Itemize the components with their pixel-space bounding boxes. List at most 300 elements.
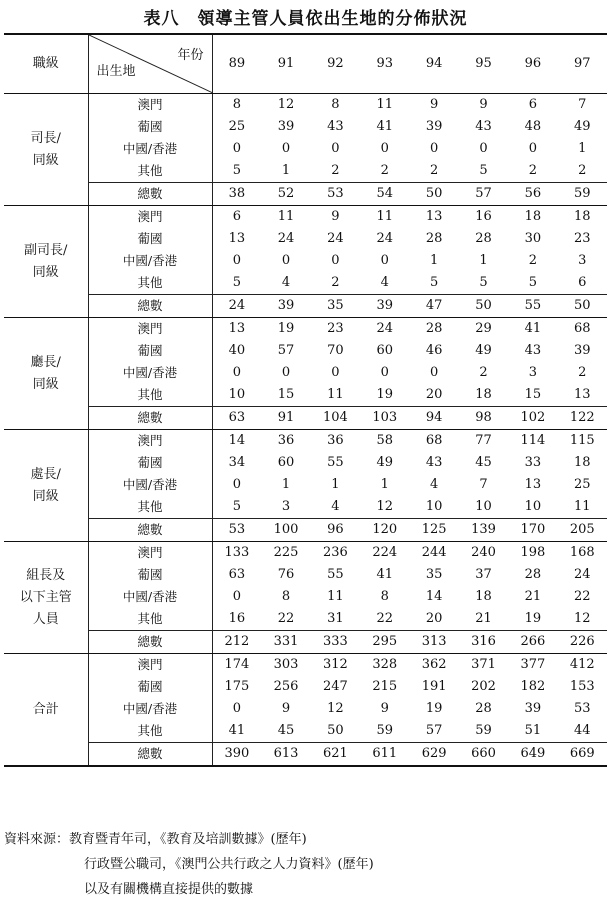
value-cell: 12 bbox=[277, 97, 295, 112]
value-cell: 98 bbox=[459, 407, 508, 430]
total-row bbox=[4, 519, 607, 542]
value-cell: 50 bbox=[558, 295, 607, 318]
value-cell: 22 bbox=[574, 589, 591, 604]
birthplace-cell: 葡國 bbox=[88, 228, 212, 250]
value-cell: 45 bbox=[475, 455, 492, 470]
value-cell: 5 bbox=[232, 275, 242, 290]
value-cell: 68 bbox=[574, 321, 591, 336]
birthplace-cell: 澳門 bbox=[88, 654, 212, 677]
value-cell: 47 bbox=[410, 295, 459, 318]
value-cell: 0 bbox=[331, 141, 340, 156]
value-cell: 2 bbox=[430, 163, 439, 178]
value-cell: 59 bbox=[558, 183, 607, 206]
value-cell: 53 bbox=[212, 519, 261, 542]
value-cell: 0 bbox=[281, 141, 291, 156]
value-cell: 12 bbox=[574, 611, 591, 626]
value-cell: 266 bbox=[508, 631, 557, 654]
value-cell: 13 bbox=[425, 209, 443, 224]
value-cell: 0 bbox=[232, 589, 242, 604]
value-cell: 28 bbox=[524, 567, 542, 582]
value-cell: 6 bbox=[528, 97, 538, 112]
value-cell: 18 bbox=[574, 209, 591, 224]
value-cell: 225 bbox=[273, 545, 299, 560]
value-cell: 49 bbox=[574, 119, 591, 134]
value-cell: 57 bbox=[277, 343, 295, 358]
value-cell: 28 bbox=[475, 701, 492, 716]
table-row bbox=[4, 608, 607, 631]
value-cell: 53 bbox=[311, 183, 360, 206]
distribution-table bbox=[4, 33, 607, 767]
value-cell: 224 bbox=[372, 545, 398, 560]
value-cell: 57 bbox=[459, 183, 508, 206]
value-cell: 202 bbox=[471, 679, 496, 694]
value-cell: 174 bbox=[224, 657, 250, 672]
value-cell: 25 bbox=[228, 119, 246, 134]
birthplace-cell: 澳門 bbox=[88, 318, 212, 341]
value-cell: 621 bbox=[311, 743, 360, 767]
value-cell: 19 bbox=[277, 321, 295, 336]
value-cell: 35 bbox=[311, 295, 360, 318]
year-header: 97 bbox=[558, 34, 607, 94]
birthplace-cell: 中國/香港 bbox=[88, 250, 212, 272]
value-cell: 10 bbox=[475, 499, 492, 514]
value-cell: 57 bbox=[425, 723, 443, 738]
value-cell: 18 bbox=[524, 209, 542, 224]
value-cell: 660 bbox=[459, 743, 508, 767]
value-cell: 4 bbox=[331, 499, 340, 514]
value-cell: 28 bbox=[475, 231, 492, 246]
value-cell: 30 bbox=[524, 231, 542, 246]
value-cell: 40 bbox=[228, 343, 246, 358]
table-row bbox=[4, 206, 607, 229]
value-cell: 104 bbox=[311, 407, 360, 430]
value-cell: 35 bbox=[425, 567, 443, 582]
rank-cell: 副司長/ 同級 bbox=[4, 206, 88, 318]
value-cell: 103 bbox=[360, 407, 409, 430]
value-cell: 38 bbox=[212, 183, 261, 206]
value-cell: 0 bbox=[380, 365, 389, 380]
year-label: 年份 bbox=[177, 48, 204, 63]
value-cell: 68 bbox=[425, 433, 443, 448]
value-cell: 6 bbox=[578, 275, 587, 290]
value-cell: 0 bbox=[232, 141, 242, 156]
birthplace-cell: 總數 bbox=[88, 295, 212, 318]
source-line-1: 資料來源：教育暨青年司，《教育及培訓數據》(歷年) bbox=[4, 832, 307, 847]
value-cell: 55 bbox=[327, 455, 344, 470]
value-cell: 55 bbox=[327, 567, 344, 582]
value-cell: 198 bbox=[520, 545, 546, 560]
table-row bbox=[4, 116, 607, 138]
value-cell: 215 bbox=[372, 679, 398, 694]
value-cell: 247 bbox=[323, 679, 348, 694]
value-cell: 8 bbox=[331, 97, 340, 112]
value-cell: 153 bbox=[569, 679, 595, 694]
value-cell: 5 bbox=[528, 275, 538, 290]
table-row bbox=[4, 542, 607, 565]
table-row bbox=[4, 94, 607, 117]
table-row bbox=[4, 676, 607, 698]
value-cell: 4 bbox=[380, 275, 389, 290]
value-cell: 12 bbox=[376, 499, 394, 514]
value-cell: 41 bbox=[524, 321, 542, 336]
value-cell: 0 bbox=[281, 365, 291, 380]
table-row bbox=[4, 430, 607, 453]
value-cell: 5 bbox=[479, 163, 488, 178]
value-cell: 10 bbox=[228, 387, 246, 402]
value-cell: 125 bbox=[410, 519, 459, 542]
value-cell: 2 bbox=[380, 163, 389, 178]
value-cell: 377 bbox=[520, 657, 546, 672]
value-cell: 6 bbox=[232, 209, 242, 224]
value-cell: 39 bbox=[261, 295, 310, 318]
value-cell: 48 bbox=[524, 119, 542, 134]
value-cell: 0 bbox=[232, 477, 242, 492]
value-cell: 51 bbox=[524, 723, 542, 738]
birthplace-cell: 中國/香港 bbox=[88, 474, 212, 496]
total-row bbox=[4, 407, 607, 430]
value-cell: 0 bbox=[232, 701, 242, 716]
birthplace-cell: 澳門 bbox=[88, 542, 212, 565]
value-cell: 50 bbox=[410, 183, 459, 206]
value-cell: 36 bbox=[327, 433, 344, 448]
value-cell: 55 bbox=[508, 295, 557, 318]
value-cell: 11 bbox=[327, 589, 344, 604]
value-cell: 10 bbox=[524, 499, 542, 514]
birthplace-cell: 其他 bbox=[88, 160, 212, 183]
table-row bbox=[4, 228, 607, 250]
value-cell: 43 bbox=[475, 119, 492, 134]
birthplace-cell: 澳門 bbox=[88, 430, 212, 453]
value-cell: 2 bbox=[479, 365, 488, 380]
value-cell: 139 bbox=[459, 519, 508, 542]
value-cell: 362 bbox=[421, 657, 447, 672]
birthplace-cell: 其他 bbox=[88, 496, 212, 519]
birthplace-cell: 葡國 bbox=[88, 564, 212, 586]
value-cell: 1 bbox=[281, 477, 291, 492]
value-cell: 23 bbox=[574, 231, 591, 246]
value-cell: 649 bbox=[508, 743, 557, 767]
birthplace-cell: 中國/香港 bbox=[88, 698, 212, 720]
table-row bbox=[4, 654, 607, 677]
value-cell: 12 bbox=[327, 701, 344, 716]
value-cell: 59 bbox=[376, 723, 394, 738]
birthplace-cell: 中國/香港 bbox=[88, 362, 212, 384]
value-cell: 13 bbox=[524, 477, 542, 492]
value-cell: 1 bbox=[281, 163, 291, 178]
table-row bbox=[4, 564, 607, 586]
value-cell: 63 bbox=[212, 407, 261, 430]
value-cell: 11 bbox=[376, 97, 394, 112]
table-row bbox=[4, 160, 607, 183]
total-row bbox=[4, 183, 607, 206]
value-cell: 5 bbox=[232, 499, 242, 514]
value-cell: 59 bbox=[475, 723, 492, 738]
value-cell: 412 bbox=[569, 657, 595, 672]
value-cell: 0 bbox=[331, 253, 340, 268]
birthplace-cell: 葡國 bbox=[88, 340, 212, 362]
year-header: 96 bbox=[508, 34, 557, 94]
value-cell: 53 bbox=[574, 701, 591, 716]
value-cell: 0 bbox=[331, 365, 340, 380]
value-cell: 0 bbox=[281, 253, 291, 268]
value-cell: 669 bbox=[558, 743, 607, 767]
value-cell: 120 bbox=[360, 519, 409, 542]
value-cell: 41 bbox=[376, 567, 394, 582]
birthplace-cell: 其他 bbox=[88, 720, 212, 743]
value-cell: 133 bbox=[224, 545, 250, 560]
year-header: 95 bbox=[459, 34, 508, 94]
table-row bbox=[4, 384, 607, 407]
value-cell: 295 bbox=[360, 631, 409, 654]
value-cell: 46 bbox=[425, 343, 443, 358]
value-cell: 29 bbox=[475, 321, 492, 336]
rank-cell: 司長/ 同級 bbox=[4, 94, 88, 206]
table-row bbox=[4, 496, 607, 519]
value-cell: 13 bbox=[228, 321, 246, 336]
value-cell: 19 bbox=[524, 611, 542, 626]
birthplace-cell: 總數 bbox=[88, 519, 212, 542]
value-cell: 8 bbox=[232, 97, 242, 112]
birthplace-cell: 其他 bbox=[88, 608, 212, 631]
value-cell: 4 bbox=[281, 275, 291, 290]
value-cell: 21 bbox=[475, 611, 492, 626]
value-cell: 31 bbox=[327, 611, 344, 626]
value-cell: 24 bbox=[212, 295, 261, 318]
value-cell: 14 bbox=[425, 589, 443, 604]
birthplace-cell: 中國/香港 bbox=[88, 586, 212, 608]
value-cell: 28 bbox=[425, 231, 443, 246]
value-cell: 36 bbox=[277, 433, 295, 448]
value-cell: 3 bbox=[281, 499, 291, 514]
value-cell: 115 bbox=[569, 433, 595, 448]
rank-cell: 廳長/ 同級 bbox=[4, 318, 88, 430]
year-header: 89 bbox=[212, 34, 261, 94]
value-cell: 43 bbox=[524, 343, 542, 358]
value-cell: 2 bbox=[528, 163, 538, 178]
value-cell: 63 bbox=[228, 567, 246, 582]
source-line-3: 以及有關機構直接提供的數據 bbox=[84, 882, 254, 897]
value-cell: 9 bbox=[380, 701, 389, 716]
value-cell: 9 bbox=[430, 97, 439, 112]
value-cell: 11 bbox=[277, 209, 295, 224]
value-cell: 23 bbox=[327, 321, 344, 336]
value-cell: 168 bbox=[569, 545, 595, 560]
source-line-2: 行政暨公職司，《澳門公共行政之人力資料》(歷年) bbox=[84, 857, 374, 872]
value-cell: 20 bbox=[425, 611, 443, 626]
value-cell: 4 bbox=[430, 477, 439, 492]
header-row bbox=[4, 34, 607, 94]
value-cell: 244 bbox=[421, 545, 447, 560]
value-cell: 58 bbox=[376, 433, 394, 448]
value-cell: 5 bbox=[479, 275, 488, 290]
year-header: 94 bbox=[410, 34, 459, 94]
birthplace-cell: 總數 bbox=[88, 743, 212, 767]
value-cell: 5 bbox=[430, 275, 439, 290]
value-cell: 39 bbox=[360, 295, 409, 318]
birthplace-cell: 澳門 bbox=[88, 206, 212, 229]
value-cell: 24 bbox=[574, 567, 591, 582]
value-cell: 312 bbox=[323, 657, 348, 672]
diagonal-header-cell bbox=[88, 34, 212, 94]
value-cell: 33 bbox=[524, 455, 542, 470]
table-row bbox=[4, 586, 607, 608]
table-row bbox=[4, 138, 607, 160]
value-cell: 22 bbox=[376, 611, 394, 626]
table-row bbox=[4, 250, 607, 272]
value-cell: 39 bbox=[524, 701, 542, 716]
value-cell: 7 bbox=[479, 477, 488, 492]
value-cell: 34 bbox=[228, 455, 246, 470]
value-cell: 316 bbox=[459, 631, 508, 654]
table-row bbox=[4, 698, 607, 720]
rank-cell: 處長/ 同級 bbox=[4, 430, 88, 542]
total-row bbox=[4, 631, 607, 654]
value-cell: 2 bbox=[528, 253, 538, 268]
value-cell: 76 bbox=[277, 567, 295, 582]
value-cell: 212 bbox=[212, 631, 261, 654]
value-cell: 390 bbox=[212, 743, 261, 767]
value-cell: 15 bbox=[277, 387, 295, 402]
value-cell: 11 bbox=[574, 499, 591, 514]
value-cell: 20 bbox=[425, 387, 443, 402]
rank-cell: 組長及 以下主管 人員 bbox=[4, 542, 88, 654]
year-header: 93 bbox=[360, 34, 409, 94]
value-cell: 19 bbox=[376, 387, 394, 402]
table-row bbox=[4, 452, 607, 474]
value-cell: 25 bbox=[574, 477, 591, 492]
table-row bbox=[4, 720, 607, 743]
value-cell: 8 bbox=[380, 589, 389, 604]
value-cell: 191 bbox=[421, 679, 447, 694]
value-cell: 77 bbox=[475, 433, 492, 448]
value-cell: 331 bbox=[261, 631, 310, 654]
value-cell: 16 bbox=[475, 209, 492, 224]
value-cell: 54 bbox=[360, 183, 409, 206]
value-cell: 9 bbox=[281, 701, 291, 716]
year-header: 91 bbox=[261, 34, 310, 94]
value-cell: 11 bbox=[327, 387, 344, 402]
value-cell: 91 bbox=[261, 407, 310, 430]
value-cell: 56 bbox=[508, 183, 557, 206]
birthplace-cell: 中國/香港 bbox=[88, 138, 212, 160]
value-cell: 0 bbox=[528, 141, 538, 156]
value-cell: 49 bbox=[475, 343, 492, 358]
value-cell: 60 bbox=[277, 455, 295, 470]
value-cell: 226 bbox=[558, 631, 607, 654]
birthplace-cell: 葡國 bbox=[88, 452, 212, 474]
value-cell: 629 bbox=[410, 743, 459, 767]
value-cell: 240 bbox=[471, 545, 496, 560]
value-cell: 28 bbox=[425, 321, 443, 336]
value-cell: 18 bbox=[475, 387, 492, 402]
table-row bbox=[4, 474, 607, 496]
year-header: 92 bbox=[311, 34, 360, 94]
value-cell: 18 bbox=[574, 455, 591, 470]
value-cell: 122 bbox=[558, 407, 607, 430]
value-cell: 175 bbox=[224, 679, 250, 694]
value-cell: 1 bbox=[430, 253, 439, 268]
value-cell: 3 bbox=[528, 365, 538, 380]
value-cell: 24 bbox=[277, 231, 295, 246]
value-cell: 41 bbox=[228, 723, 246, 738]
value-cell: 14 bbox=[228, 433, 246, 448]
value-cell: 182 bbox=[520, 679, 546, 694]
value-cell: 60 bbox=[376, 343, 394, 358]
table-title: 表八 領導主管人員依出生地的分佈狀況 bbox=[143, 9, 468, 29]
value-cell: 611 bbox=[360, 743, 409, 767]
value-cell: 39 bbox=[574, 343, 591, 358]
value-cell: 94 bbox=[410, 407, 459, 430]
value-cell: 333 bbox=[311, 631, 360, 654]
value-cell: 256 bbox=[273, 679, 299, 694]
value-cell: 15 bbox=[524, 387, 542, 402]
value-cell: 13 bbox=[574, 387, 591, 402]
value-cell: 96 bbox=[311, 519, 360, 542]
value-cell: 170 bbox=[508, 519, 557, 542]
birthplace-cell: 總數 bbox=[88, 631, 212, 654]
birthplace-cell: 其他 bbox=[88, 272, 212, 295]
value-cell: 114 bbox=[520, 433, 546, 448]
value-cell: 328 bbox=[372, 657, 398, 672]
value-cell: 44 bbox=[574, 723, 591, 738]
value-cell: 371 bbox=[471, 657, 496, 672]
value-cell: 102 bbox=[508, 407, 557, 430]
value-cell: 24 bbox=[327, 231, 344, 246]
value-cell: 1 bbox=[578, 141, 587, 156]
value-cell: 0 bbox=[380, 141, 389, 156]
value-cell: 50 bbox=[459, 295, 508, 318]
value-cell: 7 bbox=[578, 97, 587, 112]
value-cell: 22 bbox=[277, 611, 295, 626]
value-cell: 1 bbox=[479, 253, 488, 268]
rank-header: 職級 bbox=[4, 34, 88, 94]
table-row bbox=[4, 272, 607, 295]
value-cell: 24 bbox=[376, 321, 394, 336]
value-cell: 45 bbox=[277, 723, 295, 738]
value-cell: 43 bbox=[425, 455, 443, 470]
value-cell: 19 bbox=[425, 701, 443, 716]
value-cell: 0 bbox=[232, 253, 242, 268]
value-cell: 9 bbox=[479, 97, 488, 112]
birthplace-cell: 澳門 bbox=[88, 94, 212, 117]
value-cell: 2 bbox=[578, 365, 587, 380]
value-cell: 3 bbox=[578, 253, 587, 268]
rank-cell: 合計 bbox=[4, 654, 88, 767]
value-cell: 9 bbox=[331, 209, 340, 224]
value-cell: 0 bbox=[430, 365, 439, 380]
value-cell: 39 bbox=[277, 119, 295, 134]
value-cell: 2 bbox=[331, 163, 340, 178]
value-cell: 43 bbox=[327, 119, 344, 134]
table-row bbox=[4, 362, 607, 384]
value-cell: 49 bbox=[376, 455, 394, 470]
birthplace-cell: 總數 bbox=[88, 407, 212, 430]
table-row bbox=[4, 340, 607, 362]
birthplace-cell: 總數 bbox=[88, 183, 212, 206]
value-cell: 0 bbox=[430, 141, 439, 156]
value-cell: 1 bbox=[331, 477, 340, 492]
value-cell: 50 bbox=[327, 723, 344, 738]
value-cell: 21 bbox=[524, 589, 542, 604]
table-row bbox=[4, 318, 607, 341]
value-cell: 16 bbox=[228, 611, 246, 626]
value-cell: 205 bbox=[558, 519, 607, 542]
value-cell: 41 bbox=[376, 119, 394, 134]
value-cell: 37 bbox=[475, 567, 492, 582]
value-cell: 2 bbox=[331, 275, 340, 290]
value-cell: 24 bbox=[376, 231, 394, 246]
value-cell: 52 bbox=[261, 183, 310, 206]
